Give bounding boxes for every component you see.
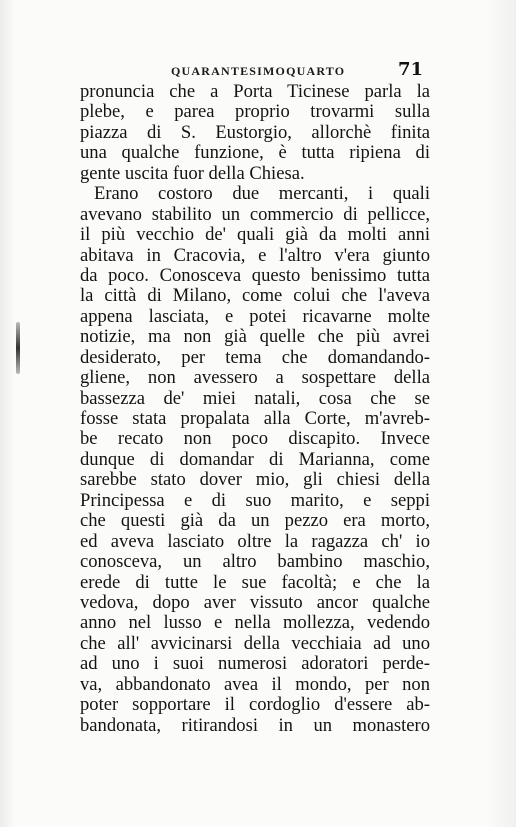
text-line: il più vecchio de' quali già da molti anni (80, 224, 430, 246)
text-line: avevano stabilito un commercio di pellicce, (80, 203, 430, 225)
text-line: anno nel lusso e nella mollezza, vedendo (80, 612, 430, 634)
text-line: Erano costoro due mercanti, i quali (94, 183, 430, 205)
text-line: piazza di S. Eustorgio, allorchè finita (80, 121, 430, 143)
text-line: ad uno i suoi numerosi adoratori perde- (80, 653, 430, 675)
text-line: poter sopportare il cordoglio d'essere ab- (80, 694, 430, 716)
text-line: che all' avvicinarsi della vecchiaia ad uno (80, 632, 430, 654)
page-right-edge (488, 0, 516, 827)
text-line: fosse stata propalata alla Corte, m'avreb- (80, 408, 430, 429)
body-text (80, 82, 430, 736)
text-line: notizie, ma non già quelle che più avrei (80, 326, 430, 348)
text-line: conosceva, un altro bambino maschio, (80, 551, 430, 573)
text-line: gliene, non avessero a sospettare della (80, 367, 430, 389)
text-line: be recato non poco discapito. Invece (80, 428, 430, 450)
text-line: va, abbandonato avea il mondo, per non (80, 673, 430, 695)
text-line: gente uscita fuor della Chiesa. (80, 162, 305, 184)
running-head: QUARANTESIMOQUARTO (171, 64, 346, 78)
text-line: plebe, e parea proprio trovarmi sulla (80, 101, 430, 123)
text-line: bassezza de' miei natali, cosa che se (80, 387, 430, 409)
text-line: pronuncia che a Porta Ticinese parla la (80, 81, 430, 102)
text-line: dunque di domandar di Marianna, come (80, 448, 430, 470)
page-number: 71 (398, 59, 424, 80)
binding-mark (16, 322, 20, 374)
text-line: vedova, dopo aver vissuto ancor qualche (80, 591, 430, 613)
text-line: ed aveva lasciato oltre la ragazza ch' io (80, 530, 430, 552)
page-left-edge (0, 0, 14, 827)
text-line: da poco. Conosceva questo benissimo tutta (80, 264, 430, 286)
text-line: erede di tutte le sue facoltà; e che la (80, 571, 430, 593)
text-line: la città di Milano, come colui che l'aveva (80, 285, 430, 307)
text-line: appena lasciata, e potei ricavarne molte (80, 305, 430, 327)
text-line: Principessa e di suo marito, e seppi (80, 489, 430, 511)
text-line: che questi già da un pezzo era morto, (80, 510, 430, 532)
text-line: desiderato, per tema che domandando- (80, 346, 430, 368)
text-line: una qualche funzione, è tutta ripiena di (80, 142, 430, 164)
page-header (0, 59, 516, 82)
text-line: abitava in Cracovia, e l'altro v'era giunto (80, 244, 430, 266)
text-line: sarebbe stato dover mio, gli chiesi della (80, 469, 430, 491)
text-line: bandonata, ritirandosi in un monastero (80, 714, 430, 736)
